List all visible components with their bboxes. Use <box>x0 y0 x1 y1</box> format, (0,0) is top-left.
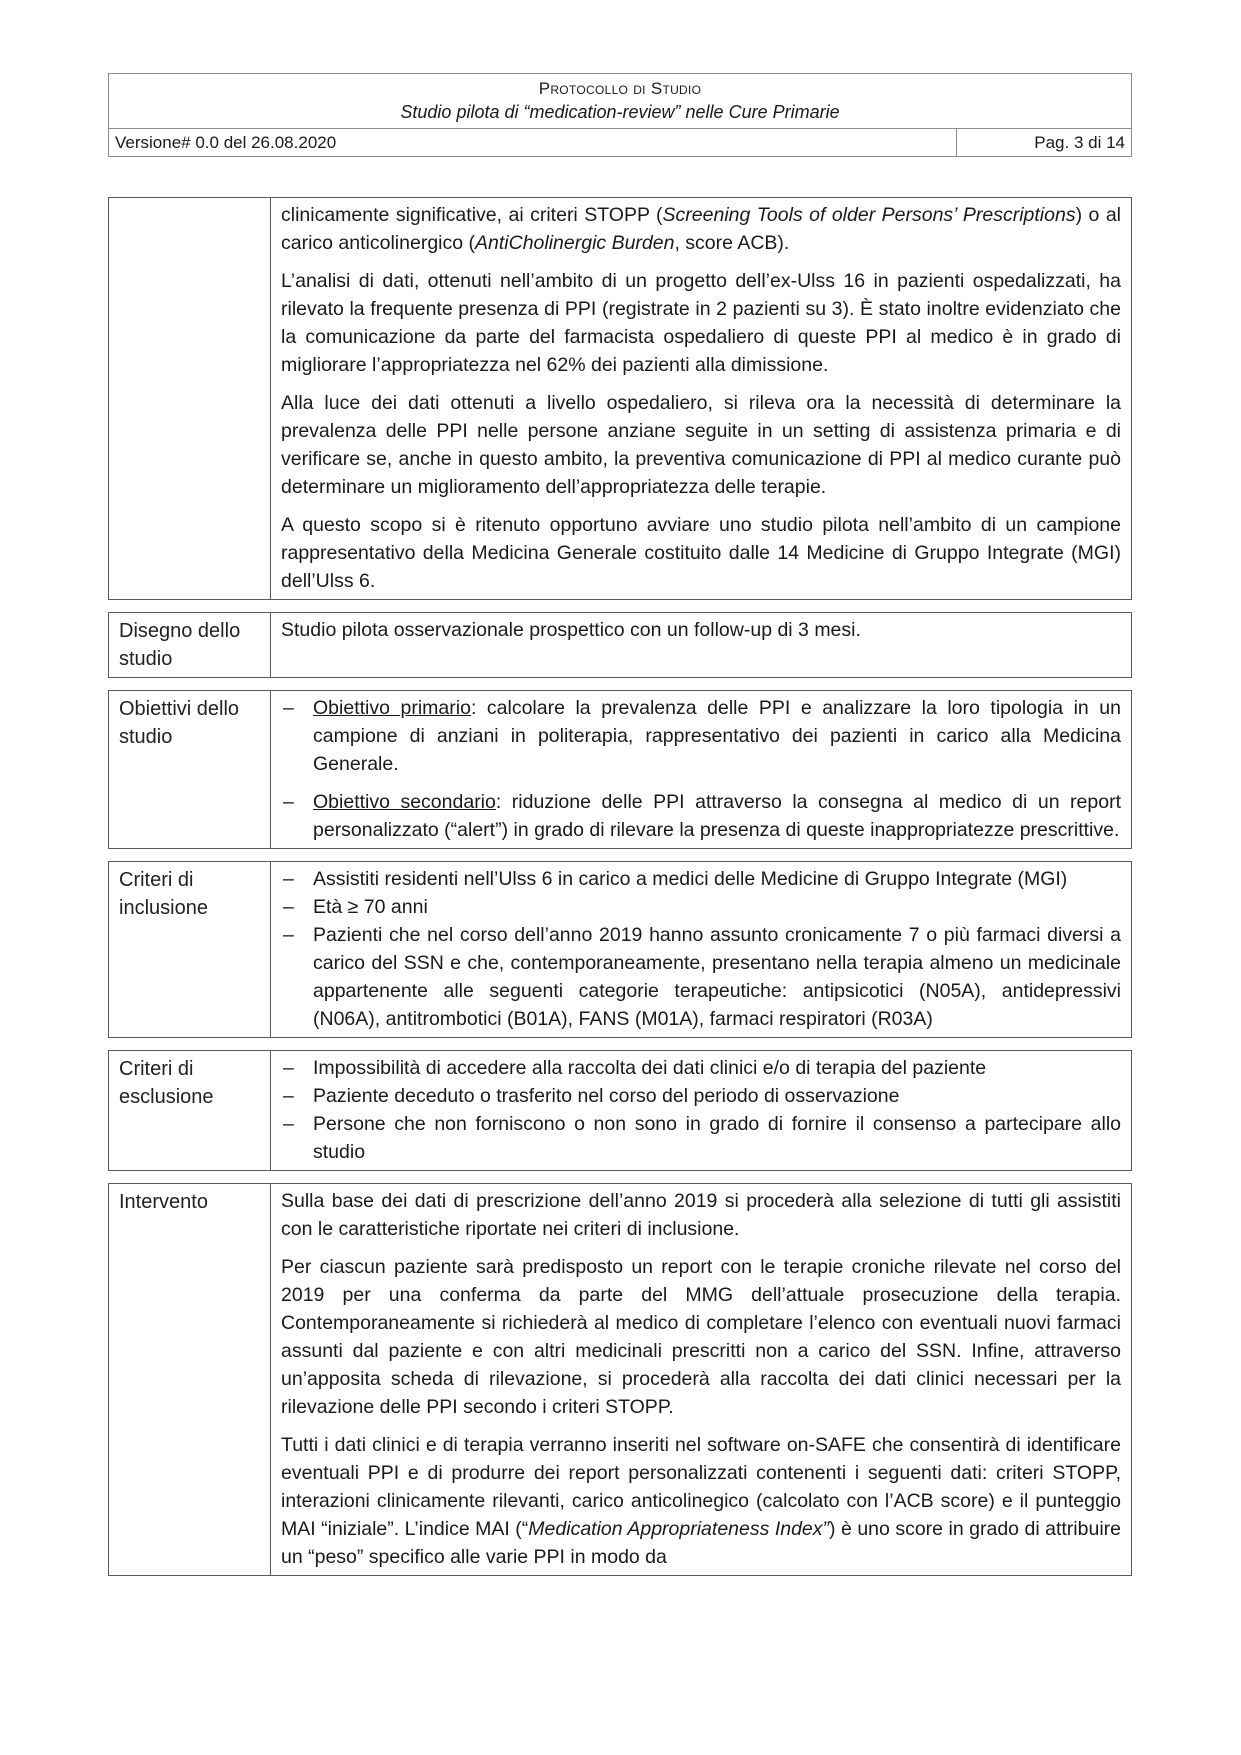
text-run: , score ACB). <box>674 232 790 254</box>
header-title: Protocollo di Studio <box>538 79 702 98</box>
italic-run: Screening Tools of older Persons’ Prescriptions <box>662 204 1076 226</box>
italic-run: Medication Appropriateness Index” <box>528 1518 830 1540</box>
section-inclusione <box>108 861 1132 1038</box>
objective-key: Obiettivo secondario <box>313 791 496 813</box>
paragraph <box>281 1431 1121 1571</box>
page-number: Pag. 3 di 14 <box>1034 133 1125 152</box>
paragraph <box>281 201 1121 257</box>
section-label: Disegno dello studio <box>109 613 271 677</box>
objective-key: Obiettivo primario <box>313 697 471 719</box>
list-item: – Età ≥ 70 anni <box>281 893 1121 921</box>
header-subtitle: Studio pilota di “medication-review” nelle Cure Primarie <box>400 102 840 122</box>
text-run: ) o al carico anticolinergico ( <box>281 204 1121 254</box>
section-body <box>271 1051 1131 1170</box>
section-body <box>271 198 1131 599</box>
section-label: Intervento <box>109 1184 271 1575</box>
header-title-block <box>109 74 1131 129</box>
list-item: – Pazienti che nel corso dell’anno 2019 hanno assunto cronicamente 7 o più farmaci diversi a carico del SSN e che, contemporaneamente, presentano nella terapia almeno un medicinale appartenente alle seguenti categorie terapeutiche: antipsicotici (N05A), antidepressivi (N06A), antitrombotici (B01A), FANS (M01A), farmaci respiratori (R03A) <box>281 921 1121 1033</box>
list-item <box>281 694 1121 778</box>
section-body <box>271 613 1131 677</box>
section-intervento <box>108 1183 1132 1576</box>
exclusion-list <box>281 1054 1121 1166</box>
document-header <box>108 73 1132 157</box>
objective-text: : calcolare la prevalenza delle PPI e analizzare la loro tipologia in un campione di anziani in politerapia, rappresentativo dei pazienti in carico alla Medicina Generale. <box>313 697 1121 775</box>
list-item: – Paziente deceduto o trasferito nel corso del periodo di osservazione <box>281 1082 1121 1110</box>
list-item: – Persone che non forniscono o non sono in grado di fornire il consenso a partecipare allo studio <box>281 1110 1121 1166</box>
header-meta-row <box>109 129 1131 156</box>
paragraph: Studio pilota osservazionale prospettico con un follow-up di 3 mesi. <box>281 619 861 641</box>
section-label: Obiettivi dello studio <box>109 691 271 848</box>
section-esclusione <box>108 1050 1132 1171</box>
objectives-list <box>281 694 1121 844</box>
paragraph: Alla luce dei dati ottenuti a livello ospedaliero, si rileva ora la necessità di determinare la prevalenza delle PPI nelle persone anziane seguite in un setting di assistenza primaria e di verificare se, anche in questo ambito, la preventiva comunicazione di PPI al medico curante può determinare un miglioramento dell’appropriatezza delle terapie. <box>281 392 1121 498</box>
section-background <box>108 197 1132 600</box>
version-label: Versione# 0.0 del 26.08.2020 <box>109 129 957 156</box>
text-run: clinicamente significative, ai criteri STOPP ( <box>281 204 663 226</box>
section-label: Criteri di inclusione <box>109 862 271 1037</box>
section-disegno <box>108 612 1132 678</box>
section-obiettivi <box>108 690 1132 849</box>
text-run: ) è uno score in grado di attribuire un “peso” specifico alle varie PPI in modo da <box>281 1518 1121 1568</box>
list-item: – Assistiti residenti nell’Ulss 6 in carico a medici delle Medicine di Gruppo Integrate (MGI) <box>281 865 1121 893</box>
list-item <box>281 788 1121 844</box>
section-label-empty <box>109 198 271 599</box>
objective-text: : riduzione delle PPI attraverso la consegna al medico di un report personalizzato (“alert”) in grado di rilevare la presenza di queste inappropriatezze prescrittive. <box>313 791 1121 841</box>
paragraph: A questo scopo si è ritenuto opportuno avviare uno studio pilota nell’ambito di un campione rappresentativo della Medicina Generale costituito dalle 14 Medicine di Gruppo Integrate (MGI) dell’Ulss 6. <box>281 514 1121 592</box>
section-label: Criteri di esclusione <box>109 1051 271 1170</box>
section-body <box>271 1184 1131 1575</box>
paragraph: Per ciascun paziente sarà predisposto un report con le terapie croniche rilevate nel corso del 2019 per una conferma da parte del MMG dell’attuale prosecuzione della terapia. Contemporaneamente si richiederà al medico di completare l’elenco con eventuali nuovi farmaci assunti dal paziente e con altri medicinali prescritti non a carico del SSN. Infine, attraverso un’apposita scheda di rilevazione, si procederà alla raccolta dei dati clinici necessari per la rilevazione delle PPI secondo i criteri STOPP. <box>281 1256 1121 1418</box>
paragraph: Sulla base dei dati di prescrizione dell’anno 2019 si procederà alla selezione di tutti gli assistiti con le caratteristiche riportate nei criteri di inclusione. <box>281 1190 1121 1240</box>
inclusion-list <box>281 865 1121 1033</box>
list-item: – Impossibilità di accedere alla raccolta dei dati clinici e/o di terapia del paziente <box>281 1054 1121 1082</box>
italic-run: AntiCholinergic Burden <box>475 232 675 254</box>
text-run: Tutti i dati clinici e di terapia verranno inseriti nel software on-SAFE che consentirà di identificare eventuali PPI e di produrre dei report personalizzati contenenti i seguenti dati: criteri STOPP, interazioni clinicamente rilevanti, carico anticolinegico (calcolato con l’ACB score) e il punteggio MAI “iniziale”. L’indice MAI (“ <box>281 1434 1121 1540</box>
section-body <box>271 691 1131 848</box>
document-page <box>108 73 1132 1576</box>
section-body <box>271 862 1131 1037</box>
paragraph: L’analisi di dati, ottenuti nell’ambito di un progetto dell’ex-Ulss 16 in pazienti ospedalizzati, ha rilevato la frequente presenza di PPI (registrate in 2 pazienti su 3). È stato inoltre evidenziato che la comunicazione da parte del farmacista ospedaliero di queste PPI al medico è in grado di migliorare l’appropriatezza nel 62% dei pazienti alla dimissione. <box>281 270 1121 376</box>
